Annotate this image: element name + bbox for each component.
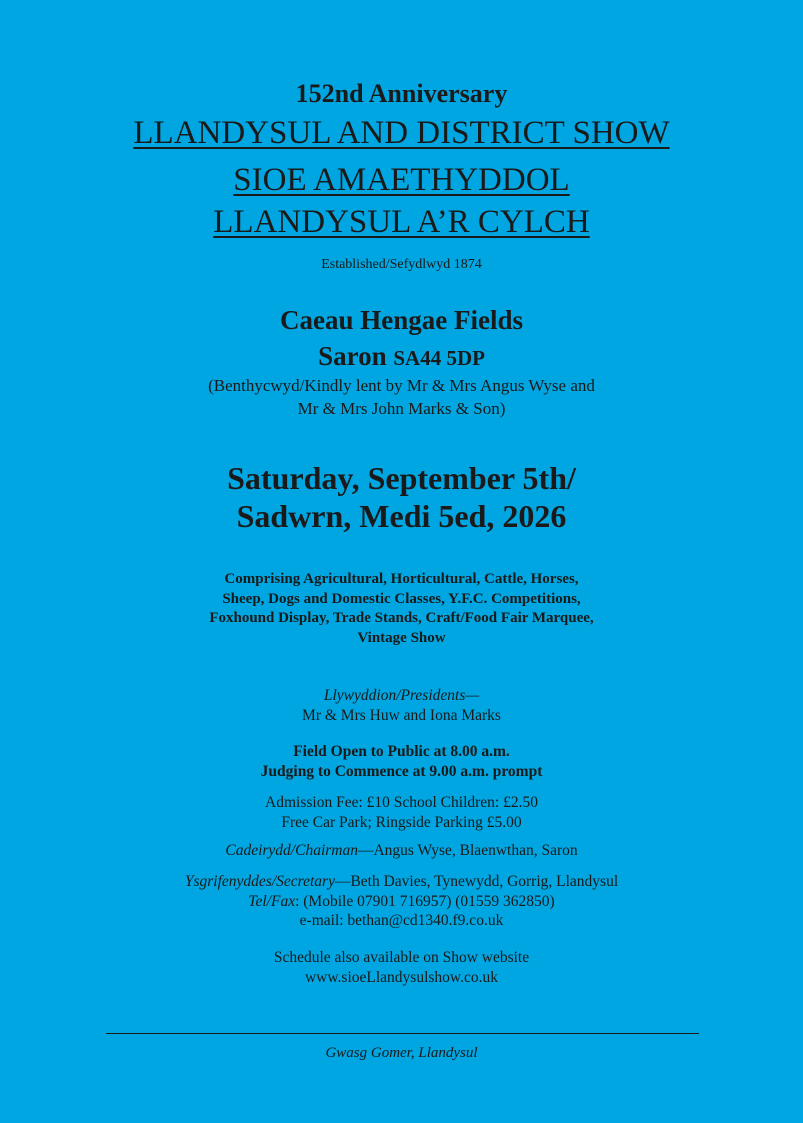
chairman-line: [0, 842, 803, 860]
telephone-numbers: : (Mobile 07901 716957) (01559 362850): [295, 892, 555, 910]
venue-postcode: SA44 5DP: [393, 346, 485, 370]
classes-line-1: Comprising Agricultural, Horticultural, Cattle, Horses,: [224, 571, 579, 587]
date-welsh: Sadwrn, Medi 5ed, 2026: [236, 498, 567, 534]
chairman-text: —Angus Wyse, Blaenwthan, Saron: [357, 842, 578, 859]
venue-lent-note: [0, 374, 803, 420]
show-title-english: LLANDYSUL AND DISTRICT SHOW: [133, 115, 670, 151]
footer-divider: [106, 1033, 699, 1034]
telephone-label: Tel/Fax: [248, 892, 296, 910]
venue-fields: Caeau Hengae Fields: [280, 305, 523, 335]
show-title-welsh-line1: SIOE AMAETHYDDOL: [233, 162, 570, 198]
printer-credit: Gwasg Gomer, Llandysul: [325, 1045, 478, 1061]
classes-line-4: Vintage Show: [357, 629, 446, 646]
classes-list: [0, 570, 803, 648]
parking-fee: Free Car Park; Ringside Parking £5.00: [281, 813, 522, 831]
show-website: www.sioeLlandysulshow.co.uk: [304, 968, 498, 986]
presidents-label: Llywyddion/Presidents—: [323, 687, 480, 704]
venue-place: [0, 341, 803, 372]
fees-block: [0, 793, 803, 832]
telephone-line: [0, 892, 803, 912]
chairman-label: Cadeirydd/Chairman: [225, 842, 358, 859]
lent-line-1: (Benthycwyd/Kindly lent by Mr & Mrs Angus Wyse and: [208, 376, 595, 395]
schedule-note: Schedule also available on Show website: [273, 949, 530, 966]
anniversary-heading: 152nd Anniversary: [295, 79, 508, 108]
show-title-welsh-line2: LLANDYSUL A’R CYLCH: [213, 204, 590, 240]
secretary-block: [0, 872, 803, 931]
show-date: [0, 459, 803, 535]
secretary-text: —Beth Davies, Tynewydd, Gorrig, Llandysul: [334, 873, 619, 890]
schedule-block: [0, 948, 803, 987]
admission-fee: Admission Fee: £10 School Children: £2.50: [265, 794, 538, 811]
presidents-names: Mr & Mrs Huw and Iona Marks: [302, 707, 501, 724]
field-open-time: Field Open to Public at 8.00 a.m.: [293, 743, 510, 760]
venue-place-name: Saron: [318, 341, 387, 371]
opening-times: [0, 742, 803, 782]
email-line: e-mail: bethan@cd1340.f9.co.uk: [299, 912, 504, 929]
judging-time: Judging to Commence at 9.00 a.m. prompt: [260, 763, 543, 780]
presidents-block: [0, 686, 803, 726]
classes-line-2: Sheep, Dogs and Domestic Classes, Y.F.C. Competitions,: [222, 590, 581, 607]
secretary-label: Ysgrifenyddes/Secretary: [184, 873, 335, 890]
established-text: Established/Sefydlwyd 1874: [321, 257, 482, 272]
secretary-line: [0, 872, 803, 892]
lent-line-2: Mr & Mrs John Marks & Son): [297, 399, 506, 418]
classes-line-3: Foxhound Display, Trade Stands, Craft/Food Fair Marquee,: [209, 610, 594, 626]
date-english: Saturday, September 5th/: [227, 460, 576, 496]
